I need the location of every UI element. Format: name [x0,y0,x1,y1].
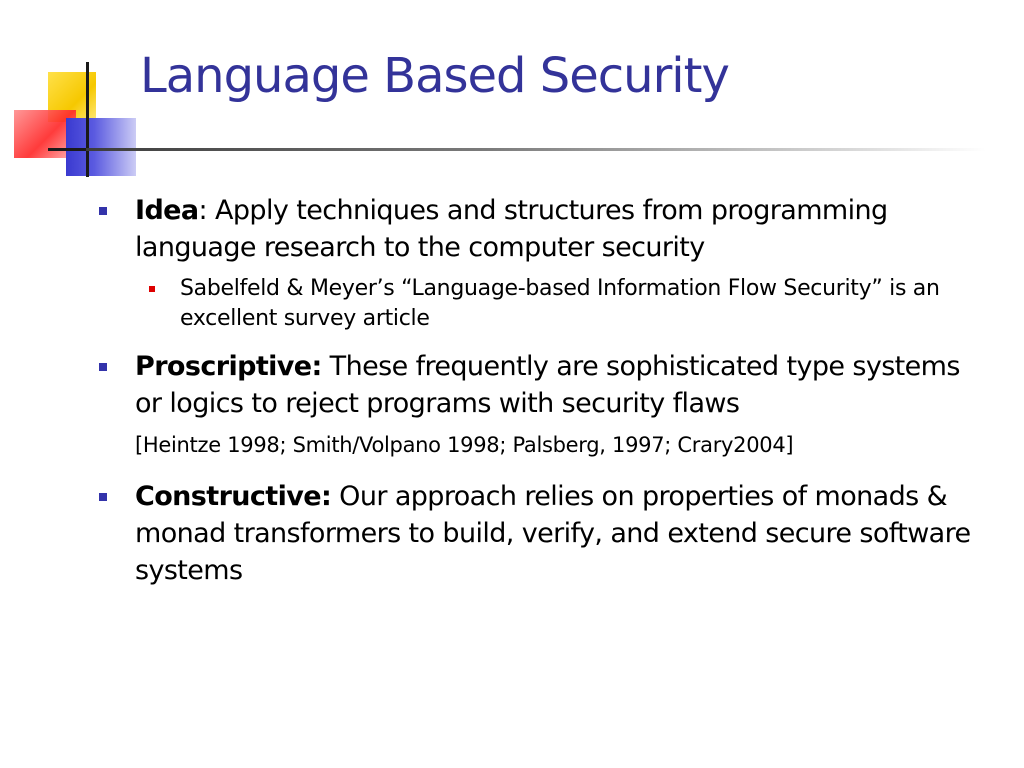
bullet-constructive [96,478,976,589]
bullet-text: Our approach relies on properties of monads & monad transformers to build, verify, and extend secure software systems [135,481,971,586]
logo-vertical-line [86,62,89,177]
bullet-square-icon [99,493,107,501]
sub-bullet-text: Sabelfeld & Meyer’s “Language-based Information Flow Security” is an excellent survey article [180,276,940,331]
title-divider [86,148,986,151]
slide-title: Language Based Security [140,48,729,104]
sub-bullet-square-icon [149,286,155,292]
bullet-text: : Apply techniques and structures from programming language research to the computer security [135,195,888,263]
slide-content [96,192,976,597]
bullet-term: Idea [135,195,199,226]
bullet-term: Constructive: [135,481,332,512]
blue-square [66,118,136,176]
colored-squares-logo [0,0,150,190]
bullet-proscriptive [96,348,976,422]
bullet-text: These frequently are sophisticated type systems or logics to reject programs with security flaws [135,351,960,419]
bullet-idea [96,192,976,266]
bullet-square-icon [99,207,107,215]
sub-bullet-survey [135,274,976,334]
bullet-term: Proscriptive: [135,351,322,382]
citation-text: [Heintze 1998; Smith/Volpano 1998; Palsberg, 1997; Crary2004] [135,433,794,457]
bullet-square-icon [99,363,107,371]
